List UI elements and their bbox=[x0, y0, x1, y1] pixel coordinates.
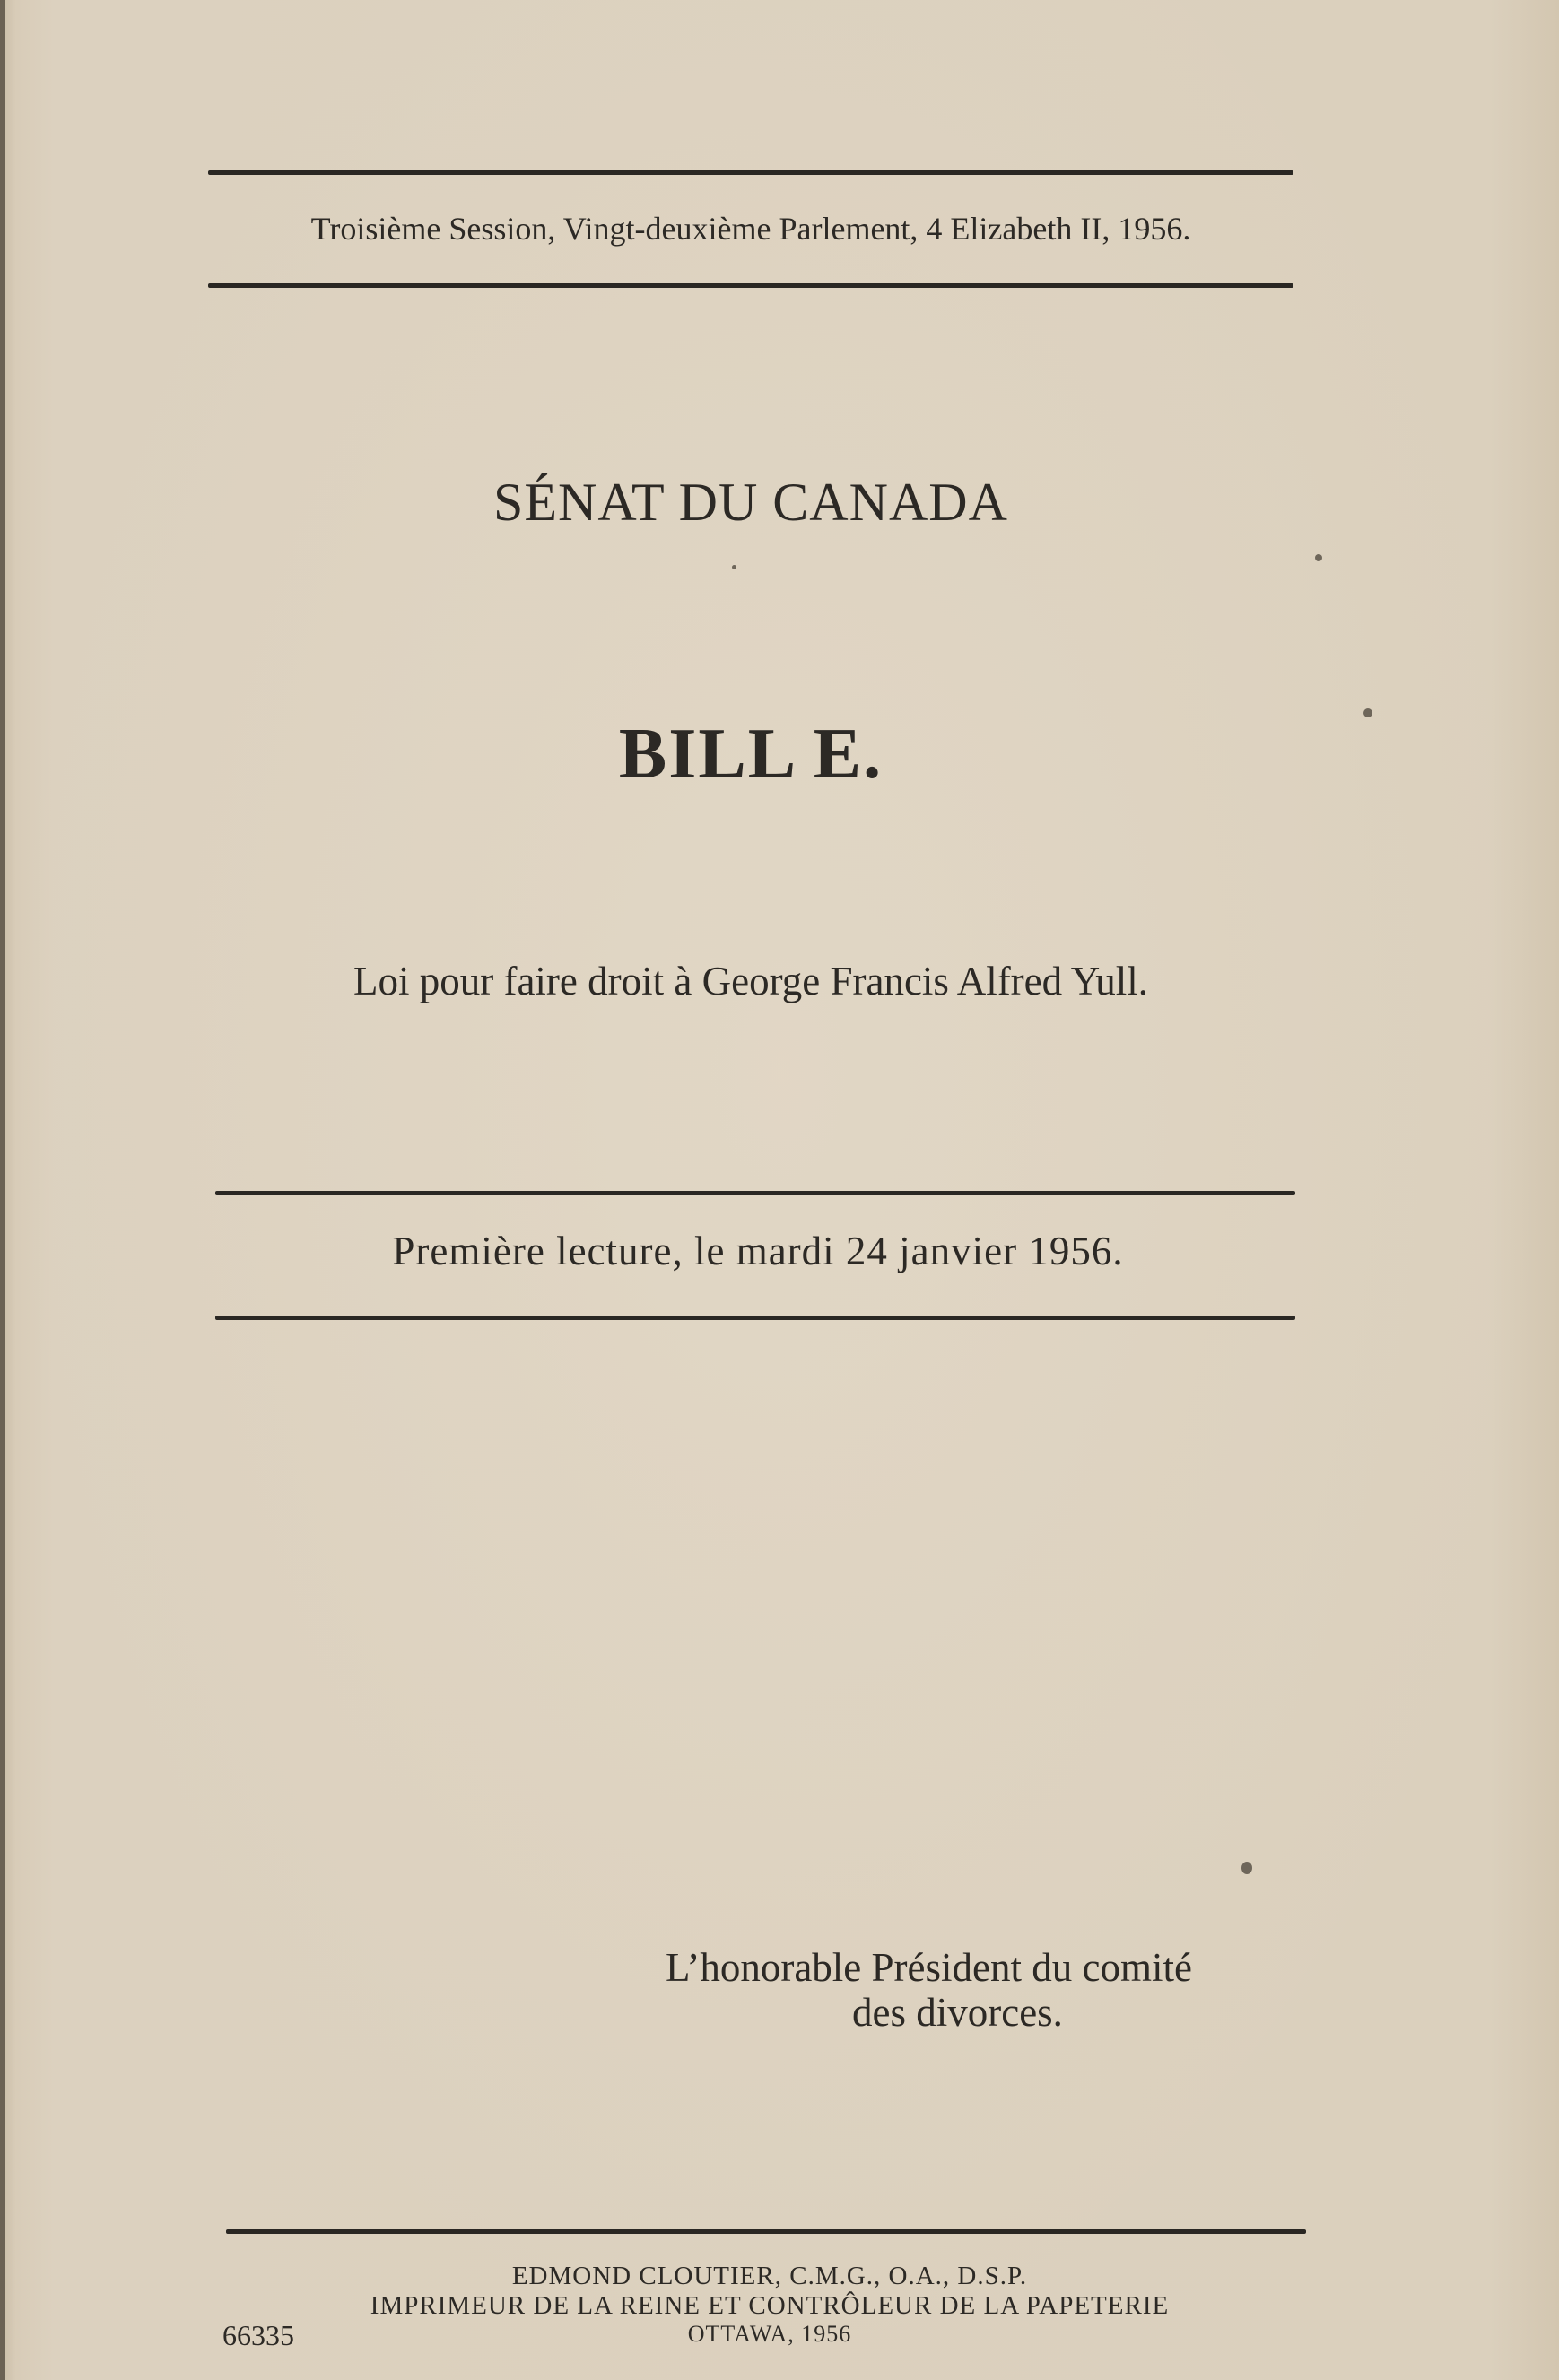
paper-speck bbox=[732, 565, 736, 569]
job-number: 66335 bbox=[222, 2319, 294, 2351]
first-reading-line: Première lecture, le mardi 24 janvier 1956. bbox=[392, 1229, 1124, 1273]
header-bottom-rule bbox=[208, 283, 1293, 288]
printer-city: OTTAWA, 1956 bbox=[687, 2321, 852, 2347]
paper-speck bbox=[1363, 708, 1372, 717]
printer-name: EDMOND CLOUTIER, C.M.G., O.A., D.S.P. bbox=[511, 2262, 1028, 2290]
act-title: Loi pour faire droit à George Francis Alfred Yull. bbox=[353, 959, 1148, 1003]
paper-speck bbox=[1315, 554, 1322, 561]
bill-title: BILL E. bbox=[618, 715, 884, 794]
paper-speck bbox=[1241, 1862, 1252, 1874]
chamber-title: SÉNAT DU CANADA bbox=[493, 473, 1008, 532]
session-line: Troisième Session, Vingt-deuxième Parlement, 4 Elizabeth II, 1956. bbox=[310, 211, 1191, 247]
binding-edge bbox=[0, 0, 5, 2380]
header-top-rule bbox=[208, 170, 1293, 175]
sponsor-line-1: L’honorable Président du comité bbox=[666, 1945, 1192, 1990]
printer-title: IMPRIMEUR DE LA REINE ET CONTRÔLEUR DE LA PAPETERIE bbox=[370, 2291, 1170, 2320]
reading-top-rule bbox=[215, 1191, 1295, 1195]
footer-rule bbox=[226, 2229, 1306, 2234]
sponsor-line-2: des divorces. bbox=[852, 1990, 1063, 2035]
reading-bottom-rule bbox=[215, 1316, 1295, 1320]
